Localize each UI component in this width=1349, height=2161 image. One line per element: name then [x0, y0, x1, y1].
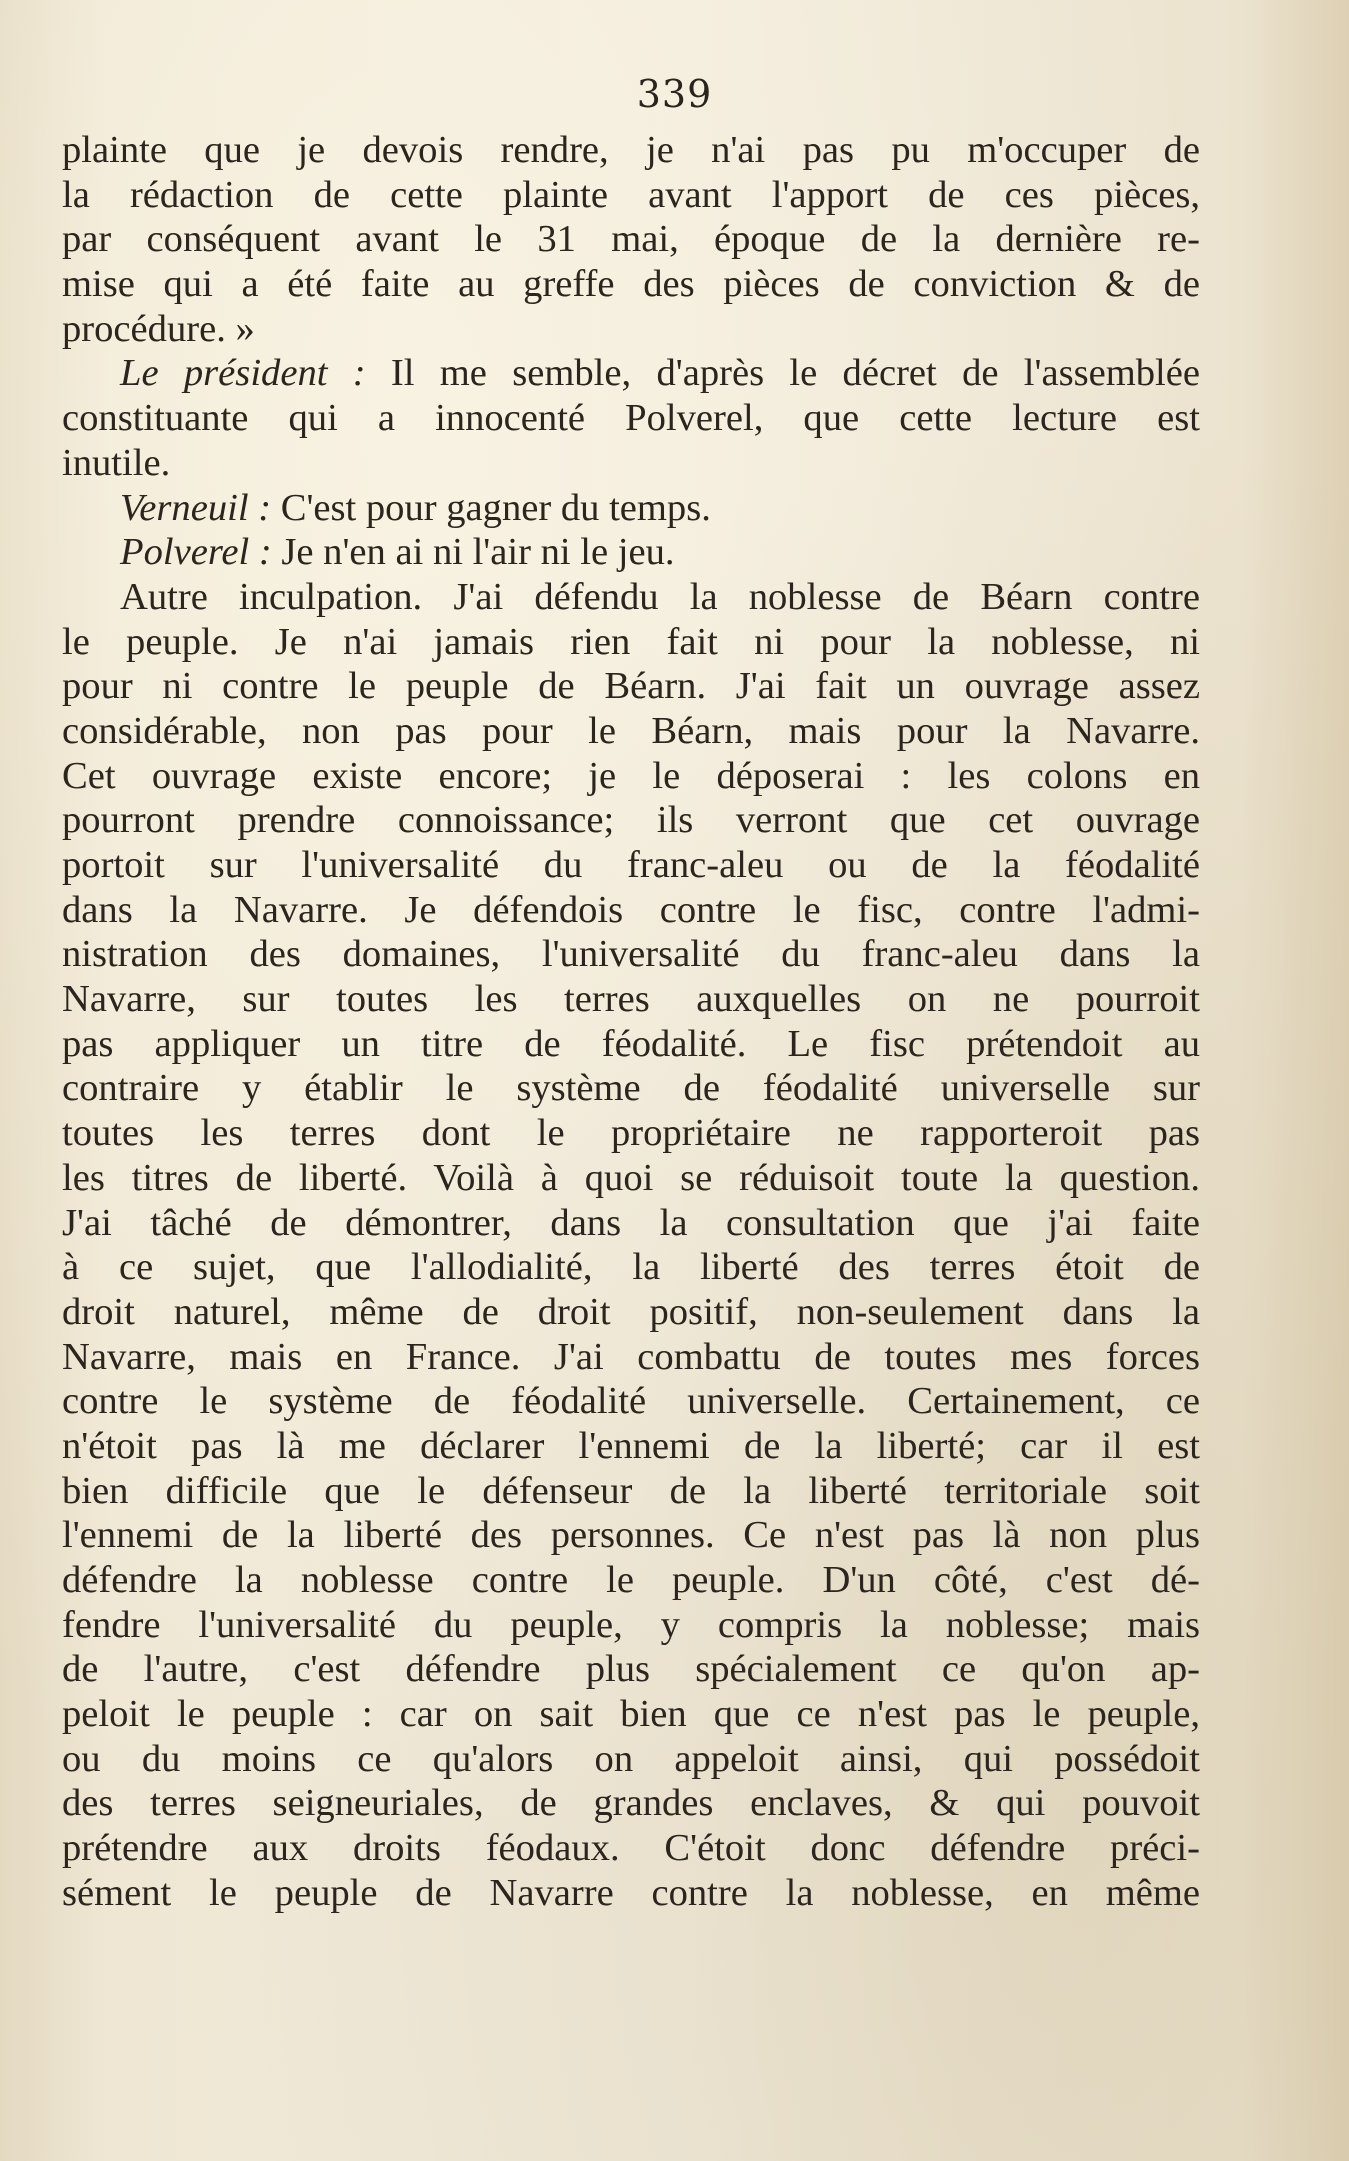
line-text: des terres seigneuriales, de grandes enclaves, & qui pouvoit — [62, 1782, 1200, 1825]
text-line — [62, 1469, 1200, 1514]
text-line — [62, 620, 1200, 665]
line-text: de l'autre, c'est défendre plus spécialement ce qu'on ap- — [62, 1648, 1200, 1691]
text-line — [62, 1379, 1200, 1424]
text-line — [62, 754, 1200, 799]
line-text: portoit sur l'universalité du franc-aleu ou de la féodalité — [62, 844, 1200, 886]
line-text: Il me semble, d'après le décret de l'assemblée — [365, 352, 1200, 395]
text-line — [62, 1066, 1200, 1111]
text-line — [62, 351, 1200, 396]
line-text: inutile. — [62, 441, 171, 484]
line-text: le peuple. Je n'ai jamais rien fait ni pour la noblesse, ni — [62, 620, 1200, 663]
text-line — [62, 1871, 1200, 1916]
text-line — [62, 977, 1200, 1022]
text-line — [62, 1558, 1200, 1603]
text-line — [62, 1781, 1200, 1826]
line-text: dans la Navarre. Je défendois contre le fisc, contre l'admi- — [62, 888, 1200, 931]
line-text: la rédaction de cette plainte avant l'apport de ces pièces, — [62, 173, 1200, 216]
line-text: droit naturel, même de droit positif, non-seulement dans la — [62, 1290, 1200, 1333]
speaker-name: Le président : — [120, 352, 366, 395]
speaker-name: Verneuil : — [120, 486, 272, 529]
text-line — [62, 575, 1200, 620]
page-number: 339 — [636, 72, 713, 116]
line-text: contre le système de féodalité universelle. Certainement, ce — [62, 1380, 1200, 1423]
text-line — [62, 888, 1200, 933]
line-text: toutes les terres dont le propriétaire ne rapporteroit pas — [62, 1112, 1200, 1155]
text-line — [62, 307, 1200, 352]
line-text: nistration des domaines, l'universalité du franc-aleu dans la — [62, 933, 1200, 976]
line-text: Cet ouvrage existe encore; je le déposerai : les colons en — [62, 754, 1200, 797]
line-text: fendre l'universalité du peuple, y compris la noblesse; mais — [62, 1603, 1200, 1646]
text-line — [62, 1290, 1200, 1335]
text-line — [62, 1022, 1200, 1067]
text-line — [62, 1603, 1200, 1648]
text-line — [62, 396, 1200, 441]
text-line — [62, 1826, 1200, 1871]
line-text: considérable, non pas pour le Béarn, mais pour la Navarre. — [62, 709, 1200, 752]
line-text: n'étoit pas là me déclarer l'ennemi de la liberté; car il est — [62, 1424, 1200, 1467]
text-line — [62, 1201, 1200, 1246]
line-text: procédure. » — [62, 307, 255, 350]
text-line — [62, 530, 1200, 575]
line-text: Je n'en ai ni l'air ni le jeu. — [271, 531, 675, 574]
line-text: pas appliquer un titre de féodalité. Le fisc prétendoit au — [62, 1022, 1200, 1065]
line-text: défendre la noblesse contre le peuple. D'un côté, c'est dé- — [62, 1559, 1200, 1601]
line-text: bien difficile que le défenseur de la liberté territoriale soit — [62, 1469, 1200, 1512]
text-line — [62, 262, 1200, 307]
text-line — [62, 932, 1200, 977]
line-text: par conséquent avant le 31 mai, époque de la dernière re- — [62, 218, 1200, 261]
text-line — [62, 798, 1200, 843]
line-text: ou du moins ce qu'alors on appeloit ainsi, qui possédoit — [62, 1737, 1200, 1780]
body-text — [62, 128, 1200, 1916]
text-line — [62, 664, 1200, 709]
line-text: constituante qui a innocenté Polverel, que cette lecture est — [62, 397, 1200, 440]
line-text: les titres de liberté. Voilà à quoi se réduisoit toute la question. — [62, 1156, 1200, 1199]
line-text: plainte que je devois rendre, je n'ai pas pu m'occuper de — [62, 129, 1200, 171]
text-line — [62, 486, 1200, 531]
text-line — [62, 441, 1200, 486]
speaker-name: Polverel : — [120, 531, 272, 574]
text-line — [62, 709, 1200, 754]
text-line — [62, 843, 1200, 888]
line-text: contraire y établir le système de féodalité universelle sur — [62, 1067, 1200, 1110]
line-text: sément le peuple de Navarre contre la noblesse, en même — [62, 1871, 1200, 1914]
line-text: J'ai tâché de démontrer, dans la consultation que j'ai faite — [62, 1201, 1200, 1244]
line-text: Navarre, mais en France. J'ai combattu de toutes mes forces — [62, 1335, 1200, 1378]
text-line — [62, 1513, 1200, 1558]
text-line — [62, 1692, 1200, 1737]
text-line — [62, 173, 1200, 218]
line-text: mise qui a été faite au greffe des pièces de conviction & de — [62, 263, 1200, 306]
line-text: à ce sujet, que l'allodialité, la liberté des terres étoit de — [62, 1246, 1200, 1289]
text-line — [62, 1335, 1200, 1380]
text-line — [62, 1156, 1200, 1201]
line-text: pourront prendre connoissance; ils verront que cet ouvrage — [62, 799, 1200, 842]
text-line — [62, 1424, 1200, 1469]
text-line — [62, 1737, 1200, 1782]
line-text: C'est pour gagner du temps. — [271, 486, 711, 529]
line-text: prétendre aux droits féodaux. C'étoit donc défendre préci- — [62, 1827, 1200, 1870]
line-text: Navarre, sur toutes les terres auxquelles on ne pourroit — [62, 978, 1200, 1021]
text-line — [62, 217, 1200, 262]
line-text: l'ennemi de la liberté des personnes. Ce n'est pas là non plus — [62, 1514, 1200, 1557]
line-text: Autre inculpation. J'ai défendu la noblesse de Béarn contre — [120, 575, 1200, 618]
text-line — [62, 1647, 1200, 1692]
text-line — [62, 1245, 1200, 1290]
line-text: peloit le peuple : car on sait bien que ce n'est pas le peuple, — [62, 1693, 1200, 1736]
text-line — [62, 128, 1200, 173]
line-text: pour ni contre le peuple de Béarn. J'ai fait un ouvrage assez — [62, 665, 1200, 708]
text-line — [62, 1111, 1200, 1156]
